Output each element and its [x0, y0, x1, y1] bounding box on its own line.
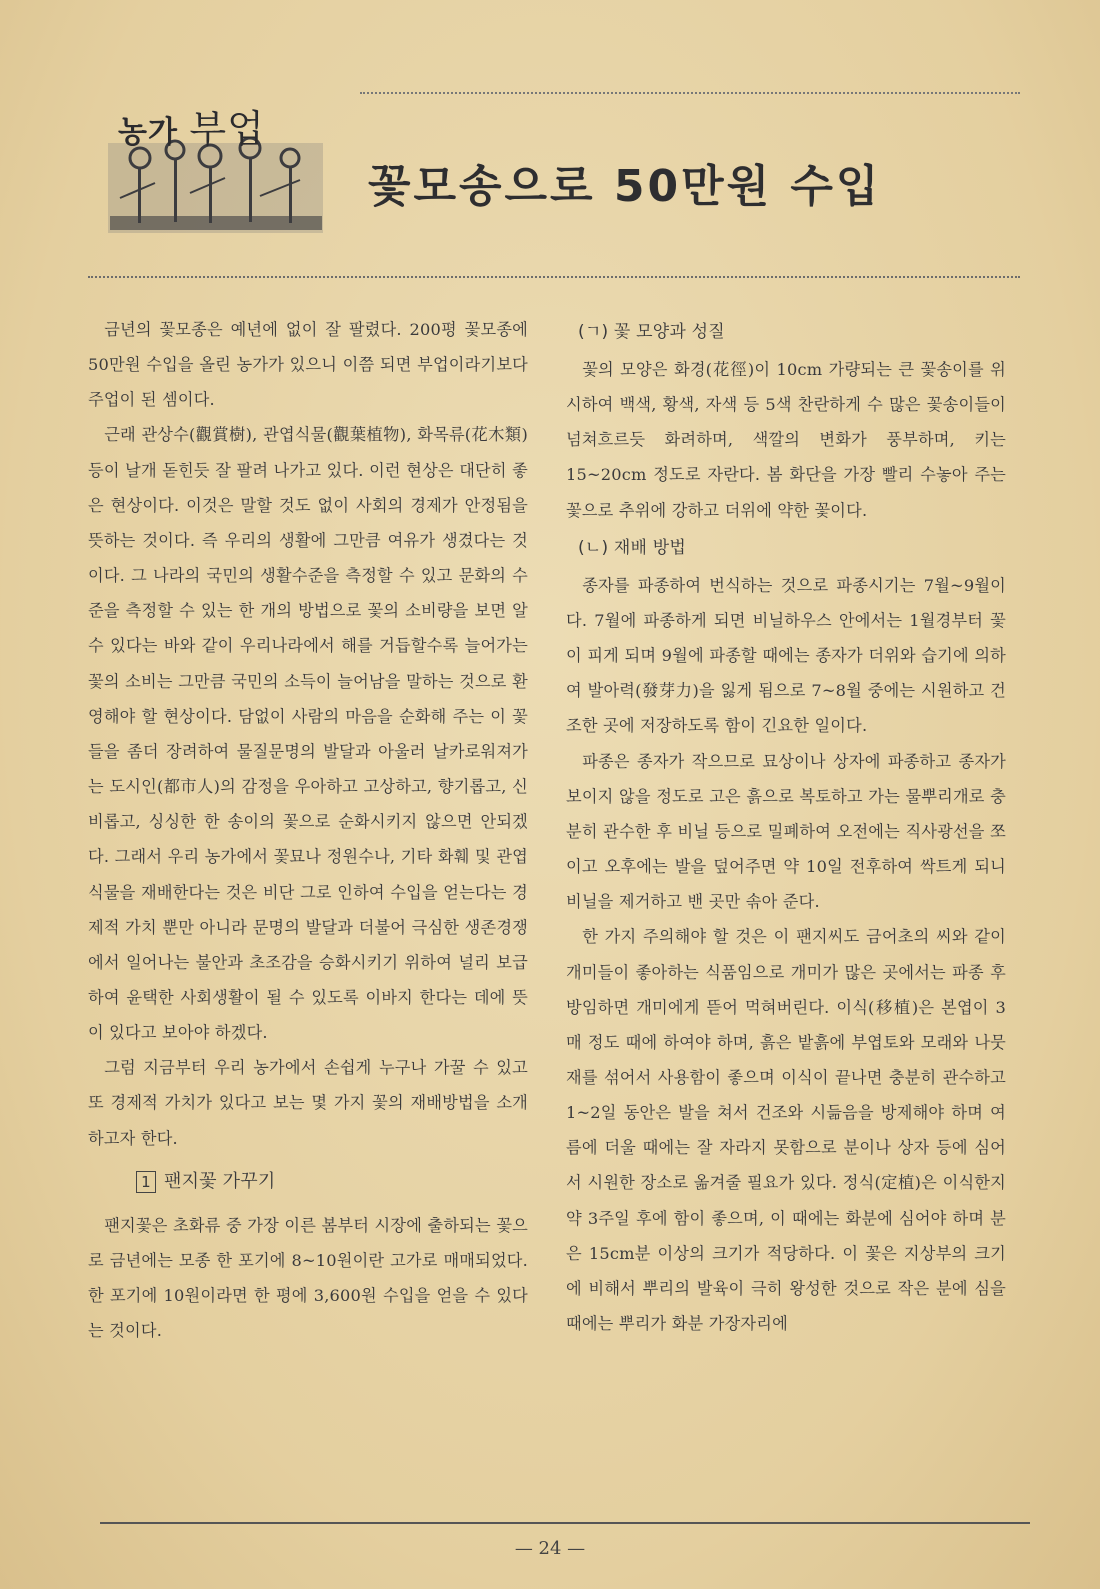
- footer-divider: [100, 1522, 1030, 1524]
- subheading: (ㄴ) 재배 방법: [578, 537, 686, 558]
- title-divider: [88, 276, 1020, 278]
- left-column: [88, 312, 528, 1348]
- logo-right-text: 부업: [189, 107, 265, 151]
- column-label: [118, 98, 265, 153]
- paragraph: 그럼 지금부터 우리 농가에서 손쉽게 누구나 가꿀 수 있고 또 경제적 가치가 있다고 보는 몇 가지 꽃의 재배방법을 소개하고자 한다.: [88, 1058, 528, 1148]
- column-logo: [100, 88, 330, 238]
- subheading: (ㄱ) 꽃 모양과 성질: [578, 322, 725, 342]
- paragraph: 파종은 종자가 작으므로 묘상이나 상자에 파종하고 종자가 보이지 않을 정도로 고은 흙으로 복토하고 가는 물뿌리개로 충분히 관수한 후 비닐 등으로 밀폐하여 오전에는 직사광선을 쪼이고 오후에는 발을 덮어주면 약 10일 전후하여 싹트게 되니 비닐을 제거하고 밴 곳만 솎아 준다.: [566, 751, 1006, 912]
- section-heading: [88, 1156, 528, 1208]
- paragraph: 꽃의 모양은 화경(花徑)이 10cm 가량되는 큰 꽃송이를 위시하여 백색, 황색, 자색 등 5색 찬란하게 수 많은 꽃송이들이 넘쳐흐르듯 화려하며, 색깔의 변화가 풍부하며, 키는 15~20cm 정도로 자란다. 봄 화단을 가장 빨리 수놓아 주는 꽃으로 추위에 강하고 더위에 약한 꽃이다.: [566, 360, 1006, 520]
- section-title: 팬지꽃 가꾸기: [164, 1170, 276, 1192]
- paragraph: 한 가지 주의해야 할 것은 이 팬지씨도 금어초의 씨와 같이 개미들이 좋아하는 식품임으로 개미가 많은 곳에서는 파종 후 방임하면 개미에게 뜯어 먹혀버린다. 이식(移植)은 본엽이 3매 정도 때에 하여야 하며, 흙은 밭흙에 부엽토와 모래와 나뭇재를 섞어서 사용함이 좋으며 이식이 끝나면 충분히 관수하고 1~2일 동안은 발을 쳐서 건조와 시듦음을 방제해야 하며 여름에 더울 때에는 잘 자라지 못함으로 분이나 상자 등에 심어서 시원한 장소로 옮겨줄 필요가 있다. 정식(定植)은 이식한지 약 3주일 후에 함이 좋으며, 이 때에는 화분에 심어야 하며 분은 15cm분 이상의 크기가 적당하다. 이 꽃은 지상부의 크기에 비해서 뿌리의 발육이 극히 왕성한 것으로 작은 분에 심을 때에는 뿌리가 화분 가장자리에: [566, 927, 1006, 1334]
- paragraph: 종자를 파종하여 번식하는 것으로 파종시기는 7월~9월이다. 7월에 파종하게 되면 비닐하우스 안에서는 1월경부터 꽃이 피게 되며 9월에 파종할 때에는 종자가 더위와 습기에 의하여 발아력(發芽力)을 잃게 됨으로 7~8월 중에는 시원하고 건조한 곳에 저장하도록 함이 긴요한 일이다.: [566, 575, 1006, 736]
- top-divider: [360, 92, 1020, 94]
- paragraph: 근래 관상수(觀賞樹), 관엽식물(觀葉植物), 화목류(花木類) 등이 날개 돋힌듯 잘 팔려 나가고 있다. 이런 현상은 대단히 좋은 현상이다. 이것은 말할 것도 없이 사회의 경제가 안정됨을 뜻하는 것이다. 즉 우리의 생활에 그만큼 여유가 생겼다는 것이다. 그 나라의 국민의 생활수준을 측정할 수 있고 문화의 수준을 측정할 수 있는 한 개의 방법으로 꽃의 소비량을 보면 알 수 있다는 바와 같이 우리나라에서 해를 거듭할수록 늘어가는 꽃의 소비는 그만큼 국민의 소득이 늘어남을 말하는 것으로 환영해야 할 현상이다. 담없이 사람의 마음을 순화해 주는 이 꽃들을 좀더 장려하여 물질문명의 발달과 아울러 날카로워져가는 도시인(都市人)의 감정을 우아하고 고상하고, 향기롭고, 신비롭고, 싱싱한 한 송이의 꽃으로 순화시키지 않으면 안되겠다. 그래서 우리 농가에서 꽃묘나 정원수나, 기타 화훼 및 관엽식물을 재배한다는 것은 비단 그로 인하여 수입을 얻는다는 경제적 가치 뿐만 아니라 문명의 발달과 더불어 극심한 생존경쟁에서 일어나는 불안과 초조감을 승화시키기 위하여 널리 보급하여 윤택한 사회생활이 될 수 있도록 이바지 한다는 데에 뜻이 있다고 보아야 하겠다.: [88, 425, 528, 1043]
- paragraph: 금년의 꽃모종은 예년에 없이 잘 팔렸다. 200평 꽃모종에 50만원 수입을 올린 농가가 있으니 이쯤 되면 부업이라기보다 주업이 된 셈이다.: [88, 320, 528, 410]
- page-title: 꽃모송으로 50만원 수입: [368, 161, 882, 212]
- logo-left-text: 농가: [118, 115, 178, 150]
- section-number: 1: [136, 1171, 156, 1193]
- right-column: [566, 312, 1006, 1341]
- paragraph: 팬지꽃은 초화류 중 가장 이른 봄부터 시장에 출하되는 꽃으로 금년에는 모종 한 포기에 8~10원이란 고가로 매매되었다. 한 포기에 10원이라면 한 평에 3,600원 수입을 얻을 수 있다는 것이다.: [88, 1215, 528, 1341]
- page-number: — 24 —: [514, 1538, 586, 1559]
